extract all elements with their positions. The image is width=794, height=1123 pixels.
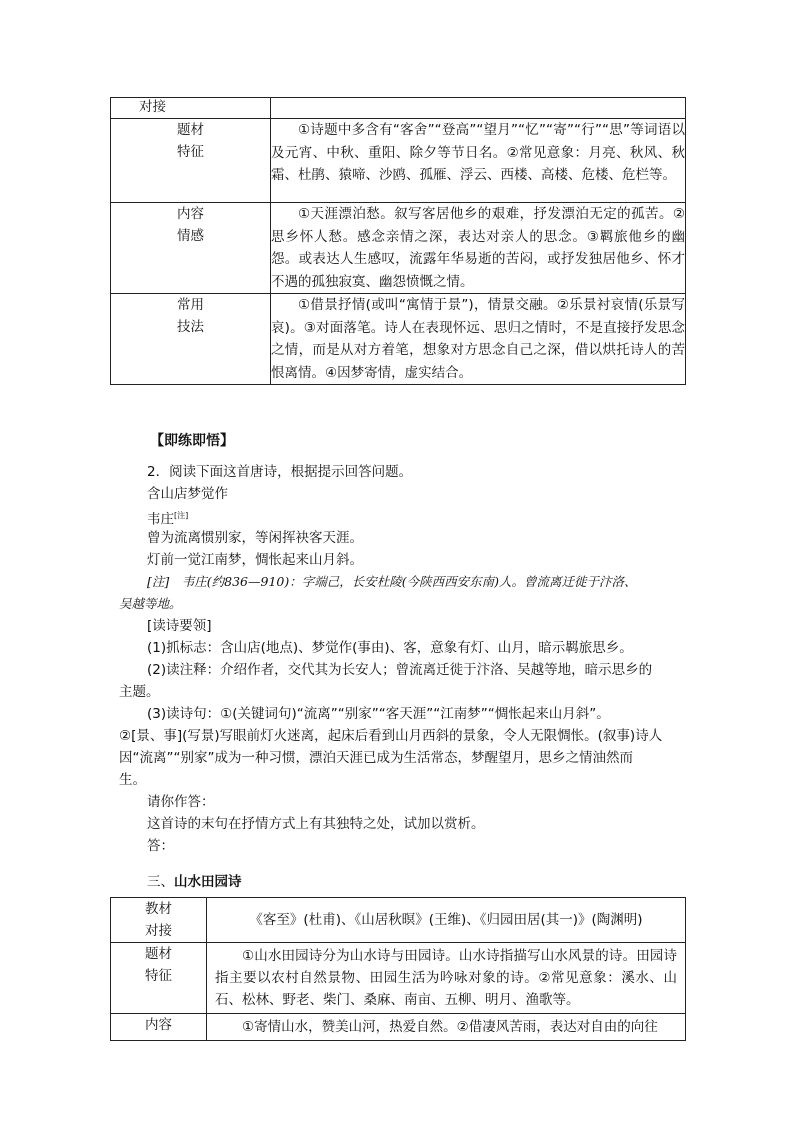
table-row	[111, 943, 686, 1014]
section-heading	[147, 872, 242, 892]
row-label	[111, 943, 207, 1014]
label-text: 教材	[145, 901, 172, 917]
label-text: 特征	[145, 968, 172, 984]
guide-item: 主题。	[119, 684, 160, 700]
row-label: 对接	[111, 98, 271, 119]
guide-item: 因“流离”“别家”成为一种习惯，漂泊天涯已成为生活常态，梦醒望月，思乡之情油然而	[119, 750, 633, 766]
section-number: 三、	[147, 874, 174, 890]
practice-heading: 【即练即悟】	[150, 433, 234, 449]
row-content: ①天涯漂泊愁。叙写客居他乡的艰难，抒发漂泊无定的孤苦。②思乡怀人愁。感念亲情之深，表达对亲人的思念。③羁旅他乡的幽怨。或表达人生感叹，流露年华易逝的苦闷，或抒发独居他乡、怀才不遇的孤独寂寞、幽怨愤慨之情。	[271, 203, 686, 294]
author-note-mark: [注]	[174, 511, 189, 520]
table-row	[111, 898, 686, 943]
table-row	[111, 119, 686, 203]
author-name: 韦庄	[147, 511, 174, 528]
label-text: 对接	[145, 923, 172, 939]
theme-table-travel	[110, 97, 686, 385]
row-content: ①山水田园诗分为山水诗与田园诗。山水诗指描写山水风景的诗。田园诗指主要以农村自然景物、田园生活为吟咏对象的诗。②常见意象：溪水、山石、松林、野老、柴门、桑麻、南亩、五柳、明月、渔歌等。	[207, 943, 686, 1014]
question-text: 2．阅读下面这首唐诗，根据提示回答问题。	[147, 464, 413, 480]
label-text: 内容	[177, 206, 204, 222]
guide-item: (2)读注释：介绍作者，交代其为长安人；曾流离迁徙于汴洛、吴越等地，暗示思乡的	[147, 662, 653, 678]
label-text: 题材	[177, 122, 204, 138]
guide-item: (1)抓标志：含山店(地点)、梦觉作(事由)、客，意象有灯、山月，暗示羁旅思乡。	[147, 640, 633, 656]
row-content: ①寄情山水，赞美山河，热爱自然。②借凄风苦雨，表达对自由的向往	[207, 1014, 686, 1041]
theme-table-landscape	[110, 897, 686, 1041]
task-text: 这首诗的末句在抒情方式上有其独特之处，试加以赏析。	[147, 816, 485, 832]
guide-item: ②[景、事](写景)写眼前灯火迷离，起床后看到山月西斜的景象，令人无限惆怅。(叙事)诗人	[119, 728, 663, 744]
footnote: 吴越等地。	[119, 596, 182, 611]
poem-title: 含山店梦觉作	[147, 486, 228, 502]
label-text: 情感	[177, 228, 204, 244]
poem-line: 灯前一觉江南梦，惆怅起来山月斜。	[147, 552, 363, 568]
guide-item: (3)读诗句：①(关键词句)“流离”“别家”“客天涯”“江南梦”“惆怅起来山月斜”。	[147, 706, 610, 722]
row-label	[111, 119, 271, 203]
poem-line: 曾为流离惯别家，等闲挥袂客天涯。	[147, 530, 363, 546]
table-row	[111, 98, 686, 119]
table-row	[111, 1014, 686, 1041]
guide-heading: [读诗要领]	[147, 618, 212, 634]
row-label	[111, 203, 271, 294]
row-content: ①借景抒情(或叫“寓情于景”)，情景交融。②乐景衬哀情(乐景写哀)。③对面落笔。诗人在表现怀远、思归之情时，不是直接抒发思念之情，而是从对方着笔，想象对方思念自己之深，借以烘托诗人的苦恨离情。④因梦寄情，虚实结合。	[271, 294, 686, 385]
label-text: 技法	[177, 319, 204, 335]
guide-item: 生。	[119, 772, 146, 788]
label-text: 常用	[177, 297, 204, 313]
row-content: 《客至》(杜甫)、《山居秋暝》(王维)、《归园田居(其一)》(陶渊明)	[207, 898, 686, 943]
footnote: [注] 韦庄(约836—910)：字端己，长安杜陵(今陕西西安东南)人。曾流离迁徙于汴洛、	[147, 574, 637, 589]
label-text: 题材	[145, 946, 172, 962]
answer-label: 答：	[147, 838, 174, 854]
row-label	[111, 294, 271, 385]
row-label: 内容	[111, 1014, 207, 1041]
row-content	[271, 98, 686, 119]
section-title: 山水田园诗	[174, 874, 242, 890]
table-row	[111, 294, 686, 385]
poem-author	[147, 506, 188, 530]
label-text: 特征	[177, 144, 204, 160]
row-label	[111, 898, 207, 943]
table-row	[111, 203, 686, 294]
row-content: ①诗题中多含有“客舍”“登高”“望月”“忆”“寄”“行”“思”等词语以及元宵、中秋、重阳、除夕等节日名。②常见意象：月亮、秋风、秋霜、杜鹃、猿啼、沙鸥、孤雁、浮云、西楼、高楼、危楼、危栏等。	[271, 119, 686, 203]
answer-prompt: 请你作答：	[147, 794, 215, 810]
